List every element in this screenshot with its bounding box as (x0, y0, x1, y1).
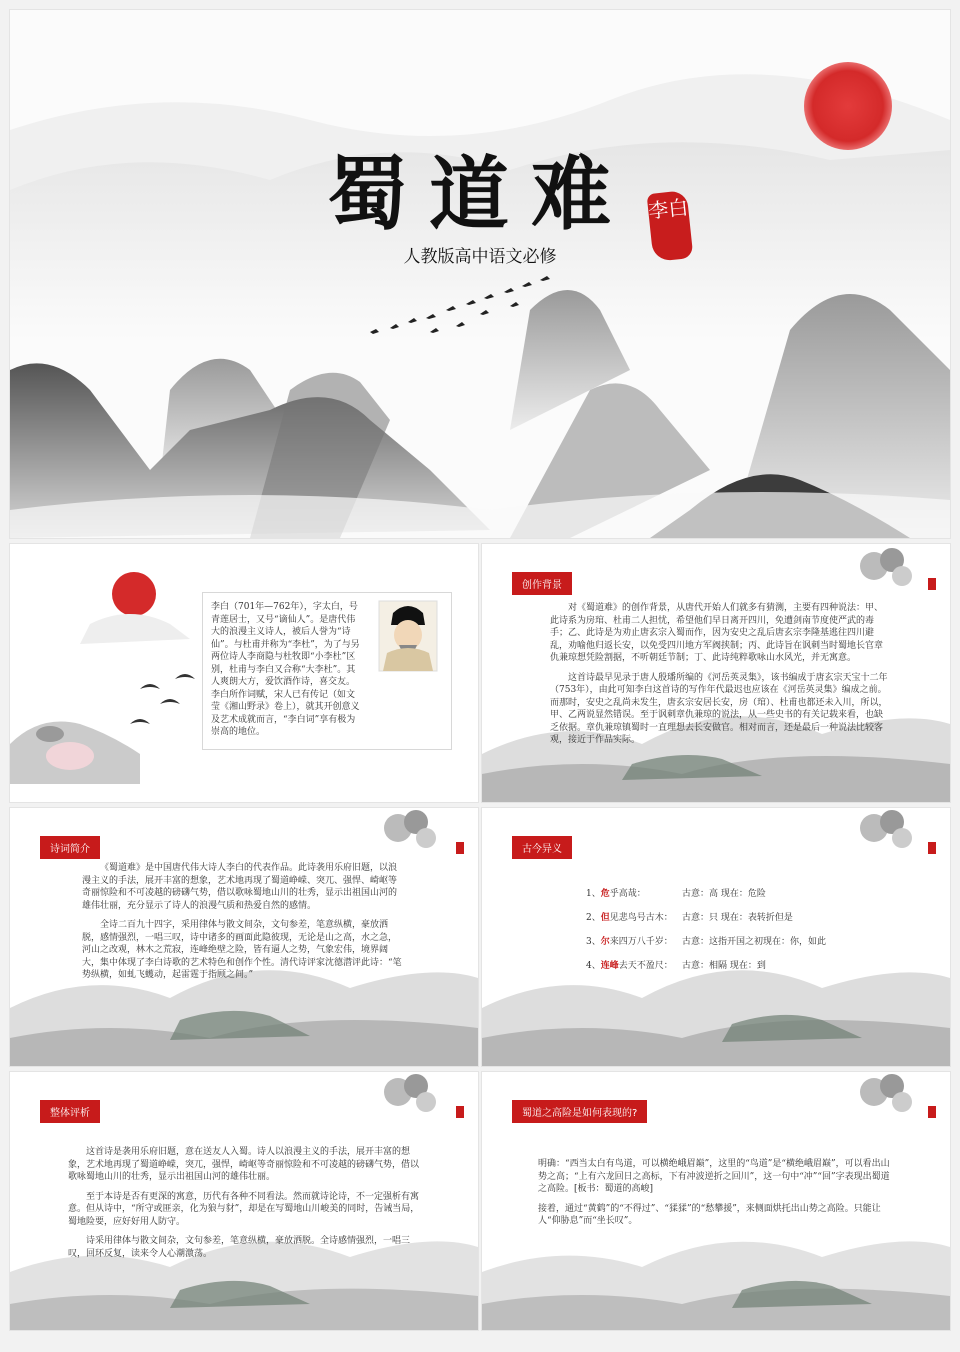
section-tag: 蜀道之高险是如何表现的? (512, 1100, 647, 1123)
red-sun (112, 572, 156, 616)
portrait-li-bai (203, 593, 451, 749)
bio-card (202, 592, 452, 750)
peony-flower (860, 548, 912, 586)
slide-background (482, 544, 950, 802)
section-tag: 诗词简介 (40, 836, 100, 859)
subtitle: 人教版高中语文必修 (403, 247, 557, 267)
slide-question (482, 1072, 950, 1330)
author-seal: 李白 (647, 190, 694, 262)
flying-birds (130, 674, 195, 724)
section-tag: 古今异义 (512, 836, 572, 859)
list-item: 2、但见悲鸟号古木： 古意：只 现在：表转折但是 (586, 913, 793, 923)
slide-word-meanings (482, 808, 950, 1066)
ink-mountains (10, 10, 950, 538)
slide-poem-intro (10, 808, 478, 1066)
section-body: 对《蜀道难》的创作背景，从唐代开始人们就多有猜测，主要有四种说法：甲、此诗系为房琯、杜甫二人担忧，希望他们早日离开四川，免遭剑南节度使严武的毒手；乙、此诗是为劝止唐玄宗入蜀而作，因为安史之乱后唐玄宗李隆基逃往四川避乱，劝喻他归返长安，以免受四川地方军阀挟制；丙、此诗旨在讽刺当时蜀地长官章仇兼琼想凭险割据，不听朝廷节制；丁、此诗纯粹歌咏山水风光，并无寓意。 这首诗最早见录于唐人殷璠所编的《河岳英灵集》，该书编成于唐玄宗天宝十二年（753年），由此可知李白这首诗的写作年代最迟也应该在《河岳英灵集》编成之前。而那时，安史之乱尚未发生，唐玄宗安居长安，房（琯）、杜甫也都还未入川，所以，甲、乙两说显然错误。至于讽刺章仇兼琼的说法，从一些史书的有关记载来看，也缺乏依据。章仇兼琼镇蜀时一直理想去长安做官。相对而言，还是最后一种说法比较客观，接近于作品实际。 (550, 603, 888, 745)
peony-flower (384, 810, 436, 848)
chinese-seal (928, 1106, 936, 1118)
bio-text: 李白（701年—762年），字太白，号青莲居士，又号“谪仙人”。是唐代伟大的浪漫主义诗人，被后人誉为“诗仙”。与杜甫并称为“李杜”，为了与另两位诗人李商隐与杜牧即“小李杜”区别，杜甫与李白又合称“大李杜”。其人爽朗大方，爱饮酒作诗，喜交友。李白所作词赋，宋人已有传记（如文莹《湘山野录》卷上），就其开创意义及艺术成就而言，“李白词”享有极为崇高的地位。 (211, 602, 360, 737)
section-tag: 创作背景 (512, 572, 572, 595)
section-tag: 整体评析 (40, 1100, 100, 1123)
slide-author-bio (10, 544, 478, 802)
list-item: 1、危乎高哉： 古意：高 现在：危险 (586, 889, 766, 899)
chinese-seal (928, 578, 936, 590)
chinese-seal (456, 842, 464, 854)
section-body: 这首诗是袭用乐府旧题，意在送友人入蜀。诗人以浪漫主义的手法，展开丰富的想象，艺术地再现了蜀道峥嵘，突兀，强悍，崎岖等奇丽惊险和不可凌越的磅礴气势，借以歌咏蜀地山川的壮秀，显示出祖国山河的雄伟壮丽。 至于本诗是否有更深的寓意，历代有各种不同看法。然而就诗论诗，不一定强析有寓意。但从诗中，“所守或匪亲，化为狼与豺”，却是在写蜀地山川峻美的同时，告诫当局，蜀地险要，应好好用人防守。 诗采用律体与散文间杂，文句参差，笔意纵横，豪放洒脱。全诗感情强烈，一唱三叹，回环反复，读来令人心潮激荡。 (68, 1147, 420, 1259)
peony-flower (860, 810, 912, 848)
lotus-icon (46, 742, 94, 770)
list-item: 3、尔来四万八千岁： 古意：这指开国之初现在：你，如此 (586, 937, 827, 947)
slide-analysis (10, 1072, 478, 1330)
list-item: 4、连峰去天不盈尺： 古意：相隔 现在：到 (586, 961, 766, 971)
chinese-seal (928, 842, 936, 854)
cover-slide (10, 10, 950, 538)
peony-flower (384, 1074, 436, 1112)
section-body: 《蜀道难》是中国唐代伟大诗人李白的代表作品。此诗袭用乐府旧题，以浪漫主义的手法，展开丰富的想象，艺术地再现了蜀道峥嵘、突兀、强悍、崎岖等奇丽惊险和不可凌越的磅礴气势，借以歌咏蜀地山川的壮秀，显示出祖国山河的雄伟壮丽，充分显示了诗人的浪漫气质和热爱自然的感情。 全诗二百九十四字，采用律体与散文间杂，文句参差，笔意纵横，豪放洒脱，感情强烈，一唱三叹，诗中诸多的画面此隐彼现，无论是山之高，水之急，河山之改观，林木之荒寂，连峰绝壁之险，皆有逼人之势，气象宏伟，境界阔大，集中体现了李白诗歌的艺术特色和创作个性。清代诗评家沈德潜评此诗：“笔势纵横，如虬飞蠖动，起雷霆于指顾之间。” (82, 863, 402, 980)
peony-flower (860, 1074, 912, 1112)
page-title: 蜀道难 (327, 147, 633, 241)
chinese-seal (456, 1106, 464, 1118)
section-body: 明确：“西当太白有鸟道，可以横绝峨眉巅”，这里的“鸟道”是“横绝峨眉巅”，可以看出山势之高；“上有六龙回日之高标，下有冲波逆折之回川”，这一句中“冲”“回”字表现出蜀道之高险。[板书：蜀道的高峻] 接着，通过“黄鹤”的“不得过”、“猱猱”的“愁攀援”，来侧面烘托出山势之高险。只能让人“仰胁息”而“坐长叹”。 (538, 1159, 890, 1226)
